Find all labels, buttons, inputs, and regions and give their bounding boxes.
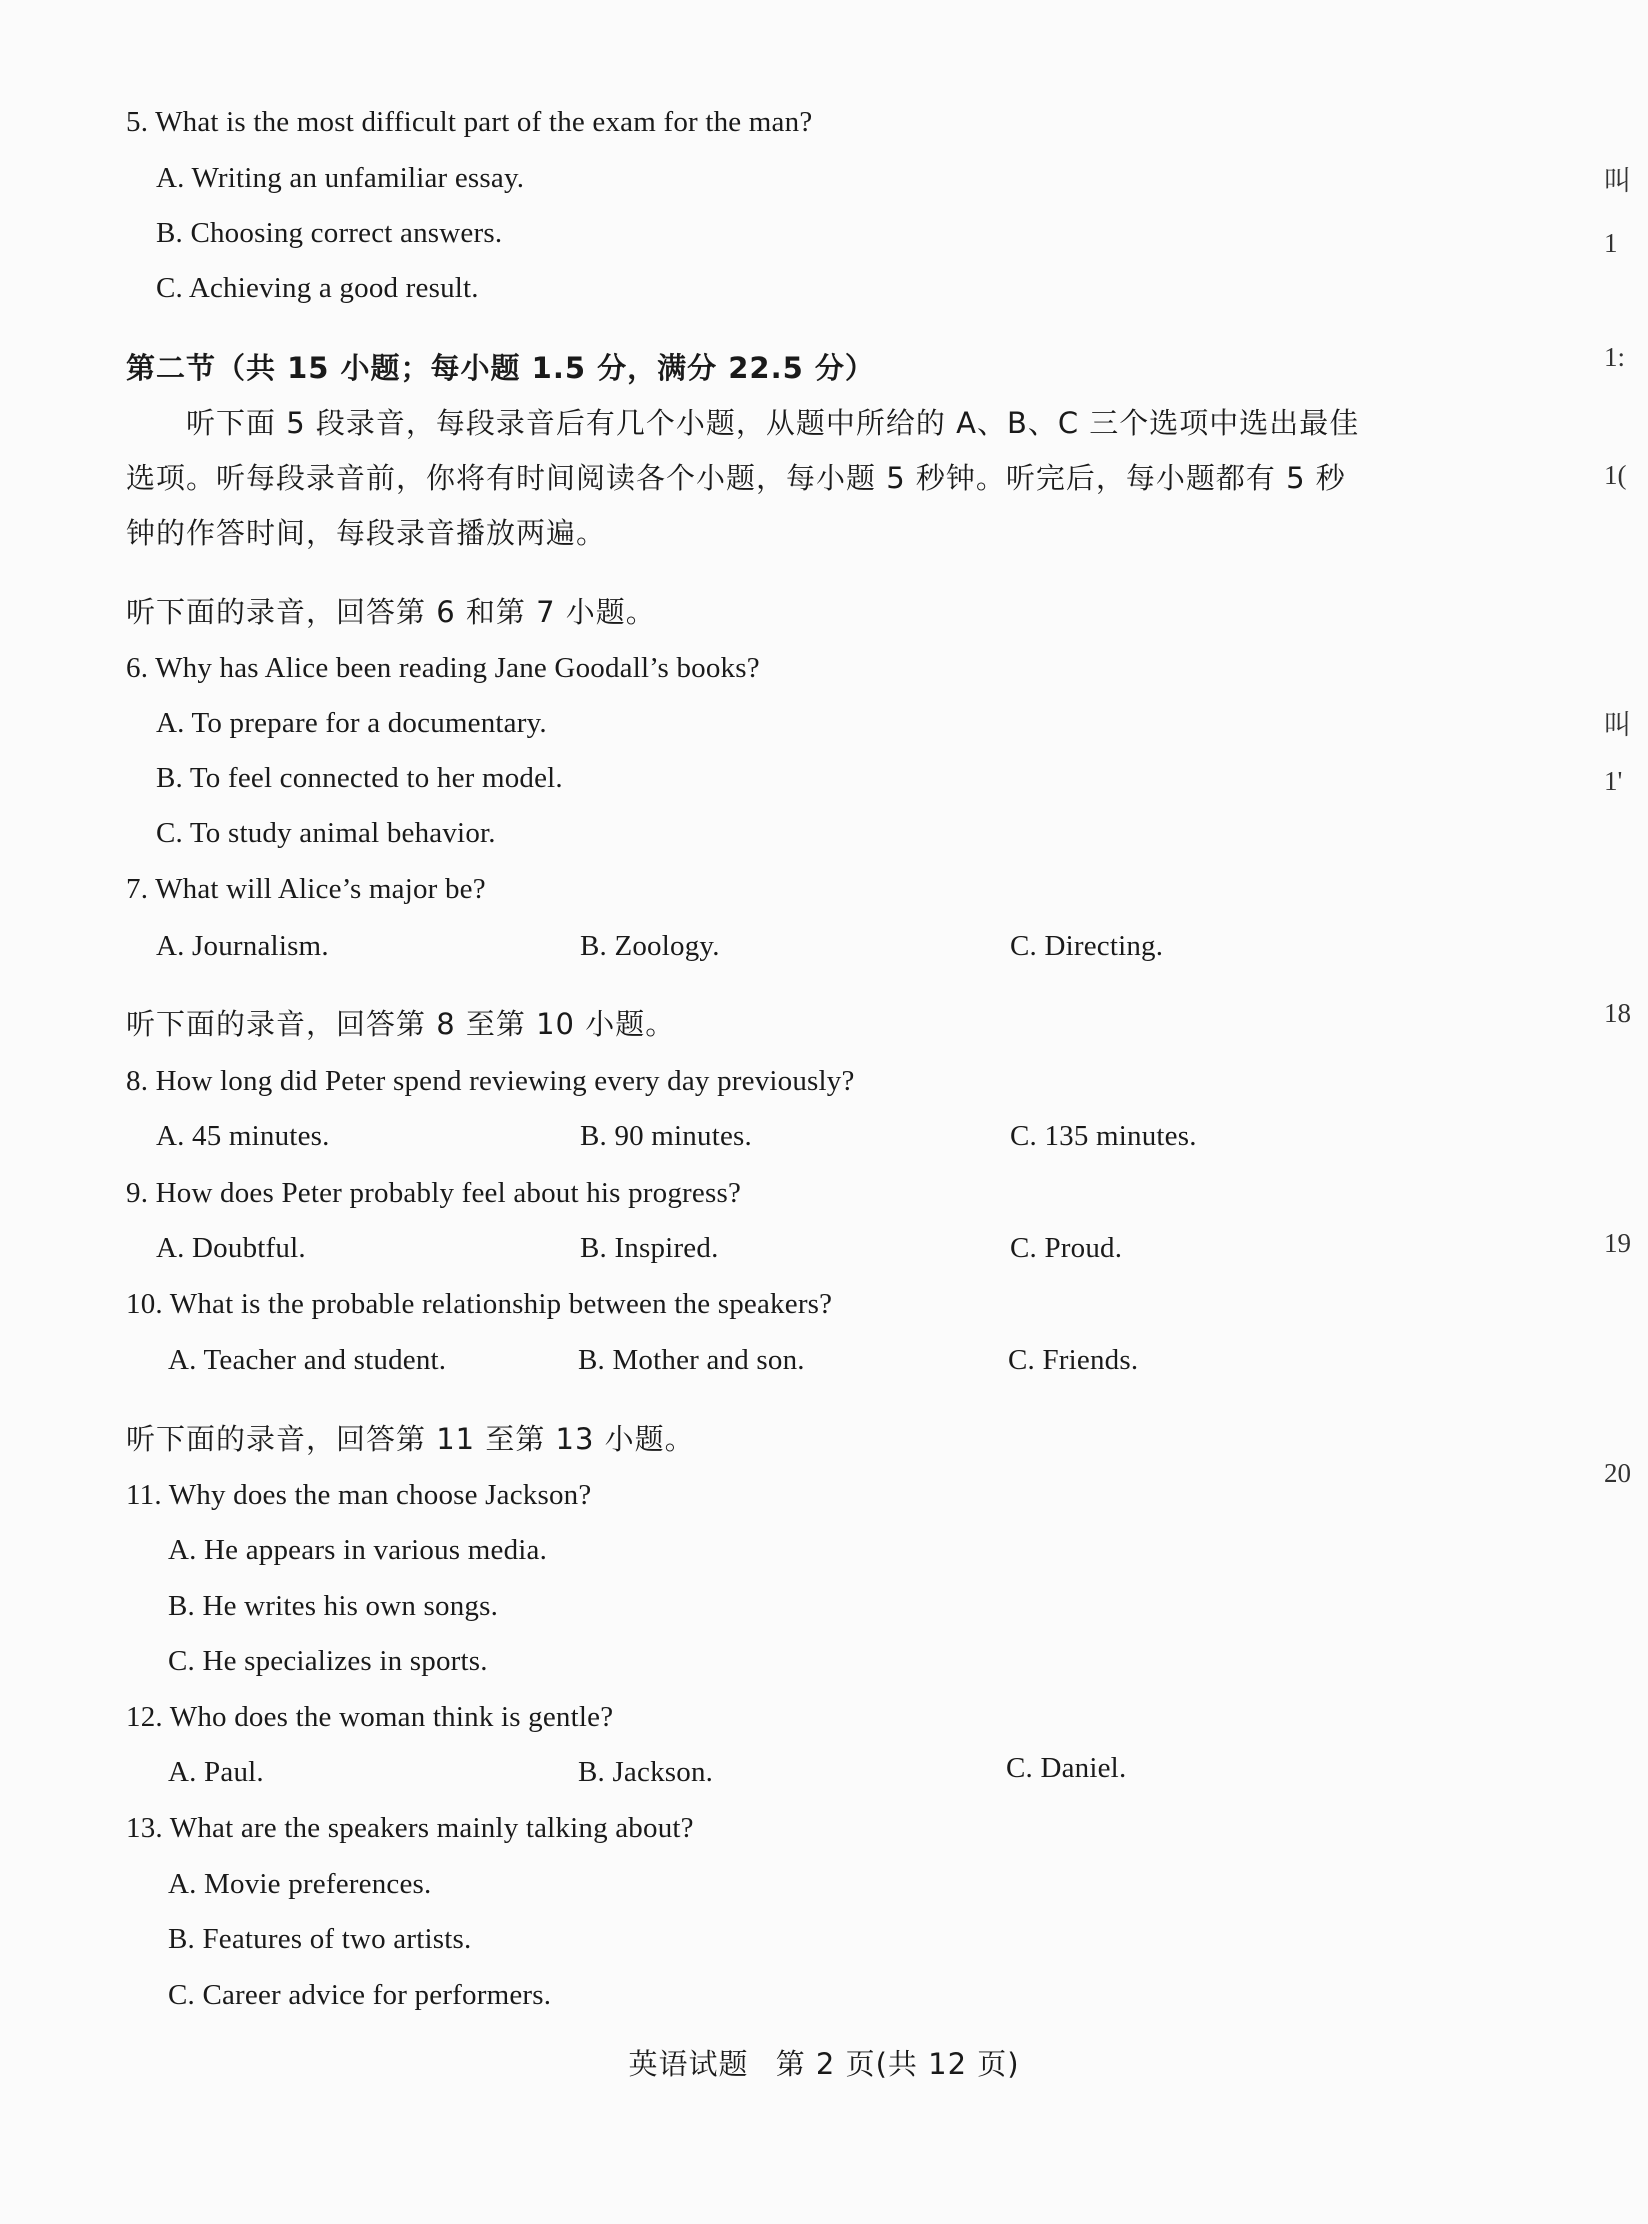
q11-option-c: C. He specializes in sports. [168,1645,488,1677]
q8-option-b: B. 90 minutes. [580,1120,752,1152]
q9-question: 9. How does Peter probably feel about his progress? [126,1177,742,1209]
q5-option-a: A. Writing an unfamiliar essay. [156,162,525,194]
q6-question: 6. Why has Alice been reading Jane Goodall’s books? [126,652,760,684]
section2-heading: 第二节（共 15 小题；每小题 1.5 分，满分 22.5 分） [126,351,875,385]
edge-fragment: 叫 [1604,710,1631,740]
q10-question: 10. What is the probable relationship between the speakers? [126,1288,833,1320]
footer-page-number: 第 2 页(共 12 页) [775,2047,1020,2081]
q11-question: 11. Why does the man choose Jackson? [126,1479,592,1511]
edge-fragment: 叫 [1604,166,1631,196]
group1-intro: 听下面的录音，回答第 6 和第 7 小题。 [126,595,656,629]
q10-option-c: C. Friends. [1008,1344,1139,1376]
q12-option-c: C. Daniel. [1006,1752,1127,1784]
section2-instruction-line1: 听下面 5 段录音，每段录音后有几个小题，从题中所给的 A、B、C 三个选项中选出最佳 [186,406,1360,440]
q7-option-b: B. Zoology. [580,930,720,962]
q11-option-a: A. He appears in various media. [168,1534,548,1566]
section2-instruction-line2: 选项。听每段录音前，你将有时间阅读各个小题，每小题 5 秒钟。听完后，每小题都有 5 秒 [126,461,1346,495]
q8-option-a: A. 45 minutes. [156,1120,330,1152]
edge-fragment: 1' [1604,766,1623,796]
q12-question: 12. Who does the woman think is gentle? [126,1701,614,1733]
q13-question: 13. What are the speakers mainly talking about? [126,1812,694,1844]
q5-option-c: C. Achieving a good result. [156,272,479,304]
edge-fragment: 18 [1604,998,1631,1028]
q11-option-b: B. He writes his own songs. [168,1590,499,1622]
q12-option-a: A. Paul. [168,1756,264,1788]
section2-instruction-line3: 钟的作答时间，每段录音播放两遍。 [126,516,607,550]
q10-option-a: A. Teacher and student. [168,1344,447,1376]
group3-intro: 听下面的录音，回答第 11 至第 13 小题。 [126,1422,695,1456]
footer-subject: 英语试题 [628,2047,749,2081]
q12-option-b: B. Jackson. [578,1756,714,1788]
q7-option-a: A. Journalism. [156,930,329,962]
q8-option-c: C. 135 minutes. [1010,1120,1197,1152]
q10-option-b: B. Mother and son. [578,1344,805,1376]
edge-fragment: 19 [1604,1228,1631,1258]
edge-fragment: 1: [1604,342,1626,372]
q9-option-b: B. Inspired. [580,1232,719,1264]
q9-option-c: C. Proud. [1010,1232,1123,1264]
q9-option-a: A. Doubtful. [156,1232,306,1264]
q13-option-b: B. Features of two artists. [168,1923,472,1955]
q5-question: 5. What is the most difficult part of the exam for the man? [126,106,813,138]
edge-fragment: 1 [1604,228,1618,258]
q8-question: 8. How long did Peter spend reviewing every day previously? [126,1065,855,1097]
q6-option-c: C. To study animal behavior. [156,817,496,849]
edge-fragment: 1( [1604,460,1627,490]
q13-option-c: C. Career advice for performers. [168,1979,552,2011]
page-footer [0,2046,1648,2083]
q6-option-a: A. To prepare for a documentary. [156,707,547,739]
q5-option-b: B. Choosing correct answers. [156,217,503,249]
q7-question: 7. What will Alice’s major be? [126,873,486,905]
edge-fragment: 20 [1604,1458,1631,1488]
q13-option-a: A. Movie preferences. [168,1868,432,1900]
q6-option-b: B. To feel connected to her model. [156,762,563,794]
q7-option-c: C. Directing. [1010,930,1164,962]
group2-intro: 听下面的录音，回答第 8 至第 10 小题。 [126,1007,676,1041]
